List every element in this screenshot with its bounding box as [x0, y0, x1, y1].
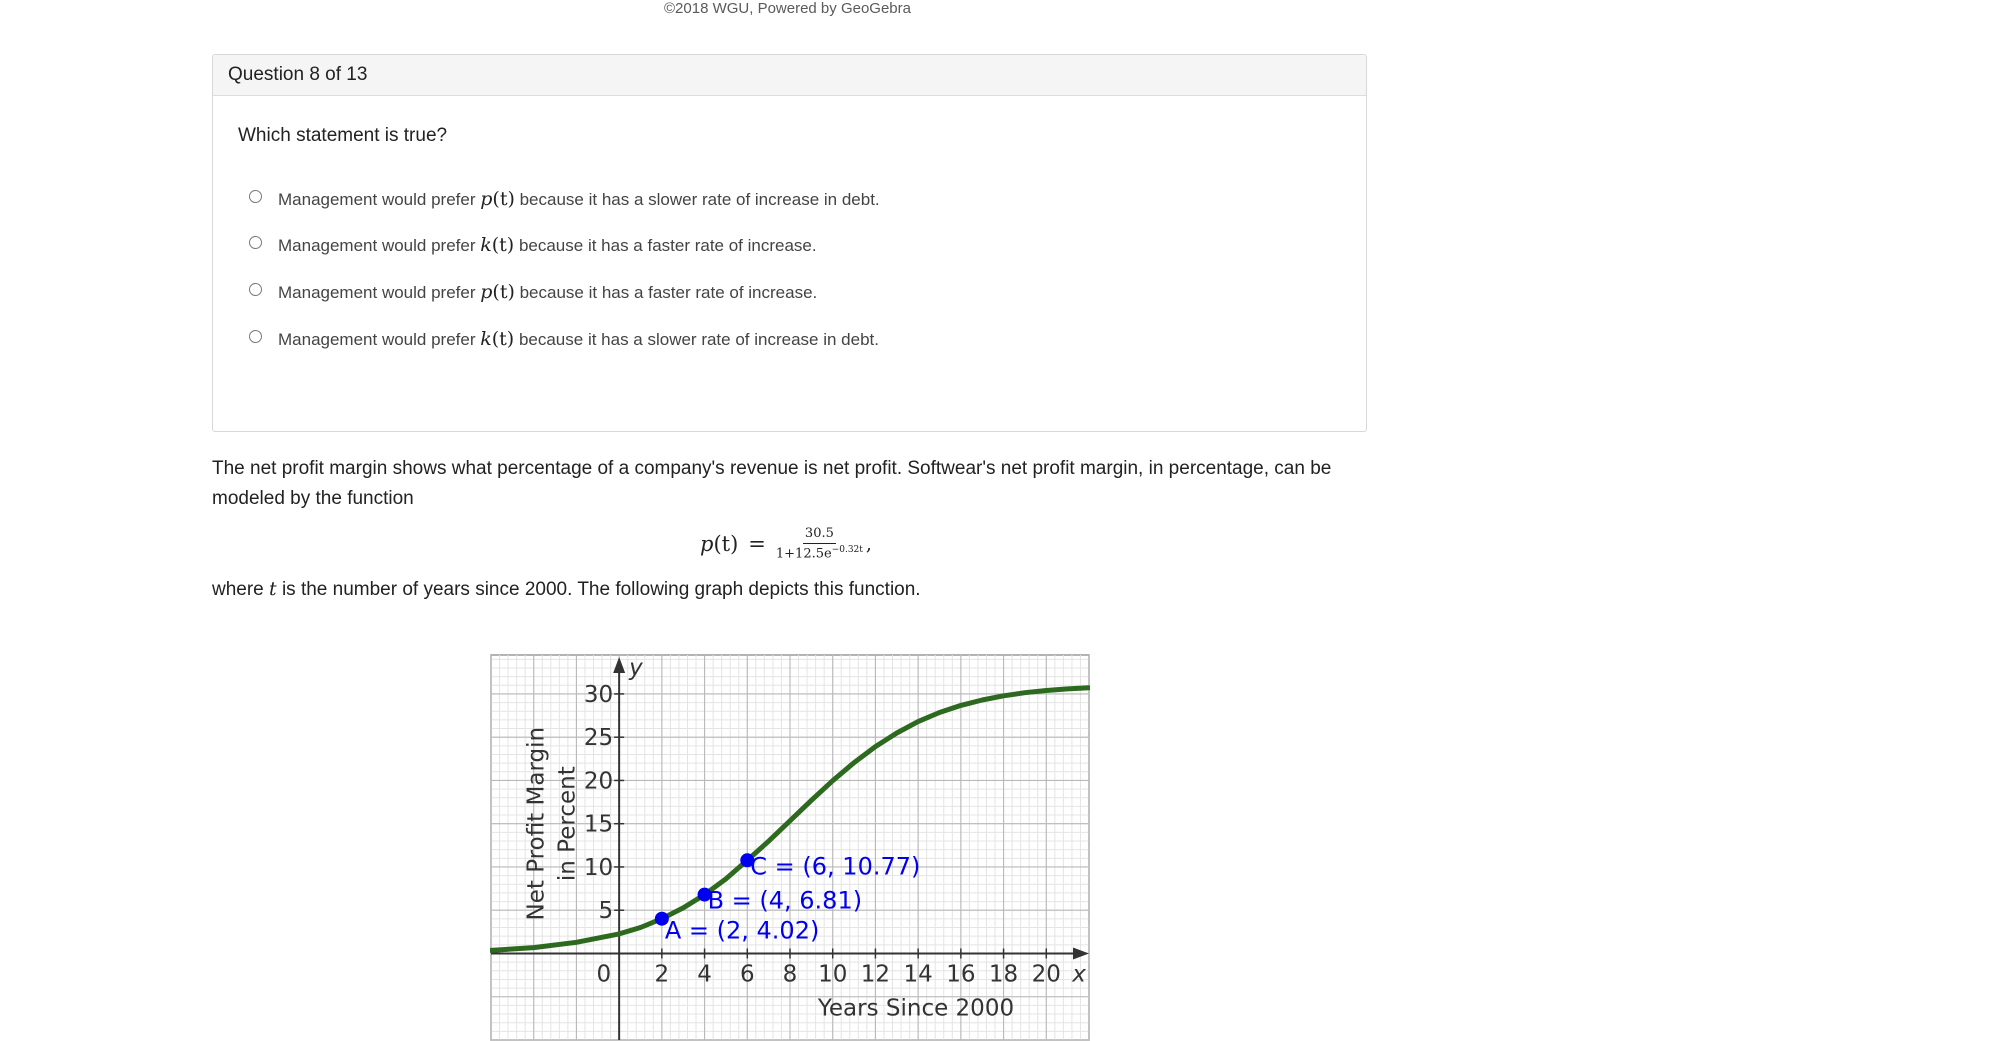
radio-button[interactable] — [249, 330, 262, 343]
answer-option-label: Management would prefer k(t) because it has a slower rate of increase in debt. — [278, 328, 879, 350]
passage-intro: The net profit margin shows what percentage of a company's revenue is net profit. Softwear's net profit margin, in percentage, can be modeled by the function — [212, 458, 1332, 509]
variable-t: t — [269, 578, 277, 600]
answer-option-2[interactable] — [249, 233, 817, 257]
point-label: B = (4, 6.81) — [707, 886, 863, 915]
point-label: C = (6, 10.77) — [750, 852, 921, 881]
formula-lhs: p(t) — [700, 532, 739, 556]
x-tick-label: 14 — [903, 961, 933, 988]
question-card — [212, 54, 1367, 432]
y-axis-letter: y — [629, 655, 643, 681]
answer-option-1[interactable] — [249, 187, 880, 211]
chart-svg — [490, 654, 1090, 1041]
answer-option-label: Management would prefer p(t) because it has a slower rate of increase in debt. — [278, 188, 880, 210]
x-tick-label: 8 — [782, 961, 798, 988]
x-tick-label: 12 — [860, 961, 891, 988]
formula-fraction — [776, 526, 863, 561]
y-axis-title-line1: Net Profit Margin — [523, 726, 550, 921]
answer-option-label: Management would prefer k(t) because it has a faster rate of increase. — [278, 234, 817, 256]
x-tick-label: 4 — [697, 961, 712, 988]
y-tick-label: 20 — [583, 768, 614, 795]
passage-after: where t is the number of years since 2000. The following graph depicts this function. — [212, 578, 921, 600]
formula-denominator: $1+12.5e^{-0.32t}$ — [775, 545, 863, 562]
answer-option-4[interactable] — [249, 327, 879, 351]
function-name: k(t) — [480, 234, 515, 256]
copyright-text: ©2018 WGU, Powered by GeoGebra — [663, 0, 911, 17]
profit-margin-graph — [490, 654, 1090, 1041]
function-name: k(t) — [480, 328, 515, 350]
answer-option-label: Management would prefer p(t) because it has a faster rate of increase. — [278, 281, 818, 303]
function-name: p(t) — [480, 281, 515, 303]
function-name: p(t) — [480, 188, 515, 210]
y-tick-label: 30 — [583, 681, 614, 708]
formula-numerator: 30.5 — [803, 526, 836, 544]
x-tick-label: 16 — [946, 961, 976, 988]
origin-label: 0 — [596, 961, 612, 988]
x-tick-label: 6 — [739, 961, 755, 988]
x-axis-title: Years Since 2000 — [817, 995, 1015, 1022]
x-tick-label: 18 — [988, 961, 1019, 988]
formula-equals: = — [748, 532, 766, 556]
point-label: A = (2, 4.02) — [664, 916, 820, 945]
formula — [700, 524, 872, 564]
x-tick-label: 20 — [1031, 961, 1061, 988]
y-tick-label: 5 — [598, 898, 614, 925]
y-tick-label: 25 — [583, 725, 614, 752]
x-tick-label: 2 — [654, 961, 670, 988]
y-axis-title-line2: in Percent — [554, 766, 581, 882]
question-counter: Question 8 of 13 — [213, 55, 1366, 96]
x-axis-letter: x — [1072, 961, 1086, 988]
y-tick-label: 15 — [583, 811, 614, 838]
formula-comma: , — [865, 533, 872, 555]
answer-option-3[interactable] — [249, 280, 817, 304]
radio-button[interactable] — [249, 236, 262, 249]
radio-button[interactable] — [249, 190, 262, 203]
x-tick-label: 10 — [818, 961, 848, 988]
radio-button[interactable] — [249, 283, 262, 296]
question-prompt: Which statement is true? — [238, 125, 448, 146]
y-tick-label: 10 — [583, 854, 614, 881]
